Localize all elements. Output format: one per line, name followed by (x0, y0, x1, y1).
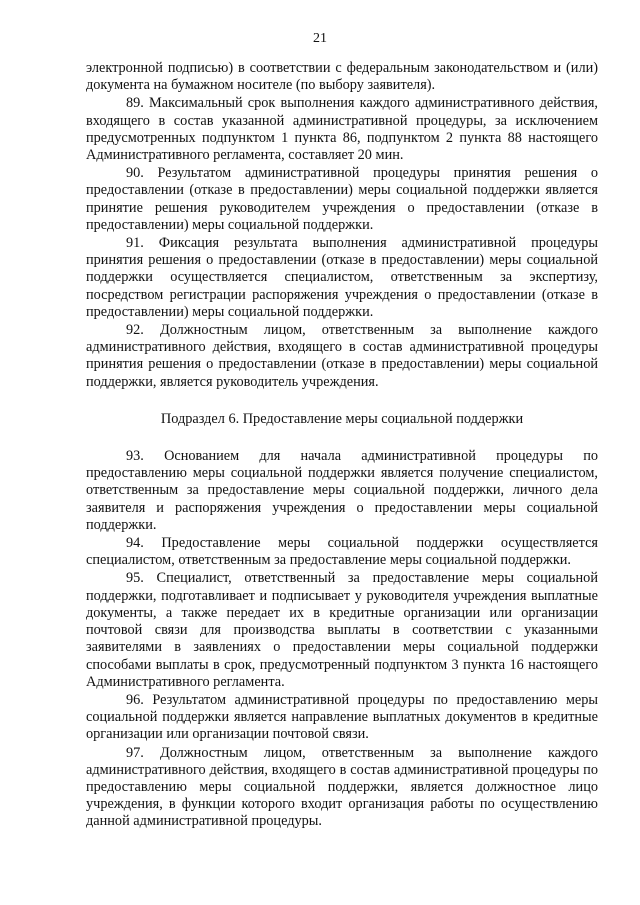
paragraph-continuation: электронной подписью) в соответствии с федеральным законодательством и (или) документа на бумажном носителе (по выбору заявителя). (86, 60, 598, 94)
paragraph-97: 97. Должностным лицом, ответственным за выполнение каждого административного действия, входящего в состав административной процедуры по предоставлению меры социальной поддержки, является должностное лицо учреждения, в функции которого входит организация работы по осуществлению данной административной процедуры. (86, 744, 598, 830)
paragraph-96: 96. Результатом административной процедуры по предоставлению меры социальной поддержки является направление выплатных документов в кредитные организации или организации почтовой связи. (86, 691, 598, 743)
document-body (86, 60, 598, 831)
page-number: 21 (313, 31, 327, 46)
section-heading: Подраздел 6. Предоставление меры социальной поддержки (160, 410, 524, 427)
paragraph-90: 90. Результатом административной процедуры принятия решения о предоставлении (отказе в предоставлении) меры социальной поддержки является принятие решения руководителем учреждения о предоставлении (отказе в предоставлении) меры социальной поддержки. (86, 165, 598, 233)
paragraph-94: 94. Предоставление меры социальной поддержки осуществляется специалистом, ответственным за предоставление меры социальной поддержки. (86, 535, 598, 569)
paragraph-89: 89. Максимальный срок выполнения каждого административного действия, входящего в состав указанной административной процедуры, за исключением предусмотренных подпунктом 1 пункта 86, подпунктом 2 пункта 88 настоящего Административного регламента, составляет 20 мин. (86, 95, 598, 164)
paragraph-91: 91. Фиксация результата выполнения административной процедуры принятия решения о предоставлении (отказе в предоставлении) меры социальной поддержки осуществляется специалистом, ответственным за экспертизу, посредством регистрации распоряжения учреждения о предоставлении (отказе в предоставлении) меры социальной поддержки. (86, 235, 598, 320)
paragraph-92: 92. Должностным лицом, ответственным за выполнение каждого административного действия, входящего в состав административной процедуры принятия решения о предоставлении (отказе в предоставлении) меры социальной поддержки, является руководитель учреждения. (86, 322, 598, 390)
paragraph-93: 93. Основанием для начала административной процедуры по предоставлению меры социальной поддержки является получение специалистом, ответственным за предоставление меры социальной поддержки, личного дела заявителя и распоряжения учреждения о предоставлении меры социальной поддержки. (86, 448, 598, 533)
paragraph-95: 95. Специалист, ответственный за предоставление меры социальной поддержки, подготавливает и подписывает у руководителя учреждения выплатные документы, а также передает их в кредитные организации или организации почтовой связи для производства выплаты в соответствии с указанными заявителями в заявлениях о предоставлении меры социальной поддержки способами выплаты в срок, предусмотренный подпунктом 3 пункта 16 настоящего Административного регламента. (86, 570, 598, 690)
